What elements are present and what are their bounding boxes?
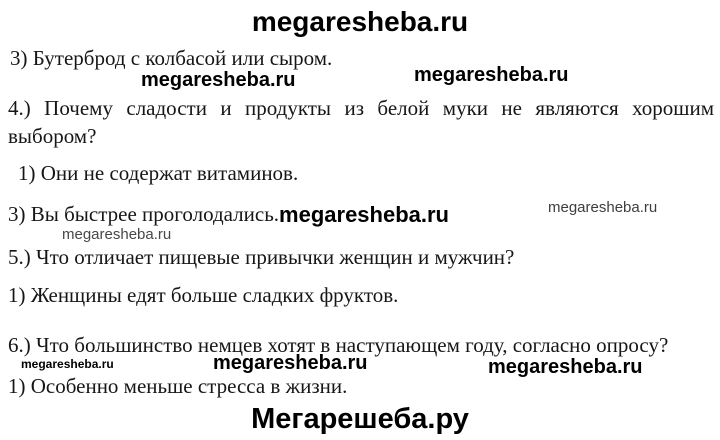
watermark-section1-center: megaresheba.ru <box>141 69 296 91</box>
question-5-text: 5.) Что отличает пищевые привычки женщин и мужчин? <box>8 245 515 269</box>
watermark-section3-right: megaresheba.ru <box>548 199 658 216</box>
watermark-section6-center: megaresheba.ru <box>213 352 368 374</box>
answer-5-option1: 1) Женщины едят больше сладких фруктов. <box>8 283 399 307</box>
watermark-top-center: megaresheba.ru <box>251 6 469 37</box>
question-4-line1: 4.) Почему сладости и продукты из белой муки не являются хорошим <box>8 96 714 120</box>
answer-4-option3-row <box>8 202 449 227</box>
answer-3-text: 3) Бутерброд с колбасой или сыром. <box>10 46 333 70</box>
watermark-inline: megaresheba.ru <box>279 202 449 227</box>
watermark-section6-right: megaresheba.ru <box>488 356 643 378</box>
watermark-section6-left: megaresheba.ru <box>21 357 114 371</box>
answer-4-option1: 1) Они не содержат витаминов. <box>18 161 299 185</box>
watermark-section1-right: megaresheba.ru <box>414 64 569 86</box>
answer-4-option3-text: 3) Вы быстрее проголодались. <box>8 202 280 226</box>
question-6-text: 6.) Что большинство немцев хотят в наступающем году, согласно опросу? <box>8 333 669 357</box>
question-4-line2: выбором? <box>8 124 97 148</box>
footer-brand: Мегарешеба.ру <box>251 403 469 435</box>
watermark-section3-below: megaresheba.ru <box>62 226 172 243</box>
answer-6-option1: 1) Особенно меньше стресса в жизни. <box>8 374 348 398</box>
